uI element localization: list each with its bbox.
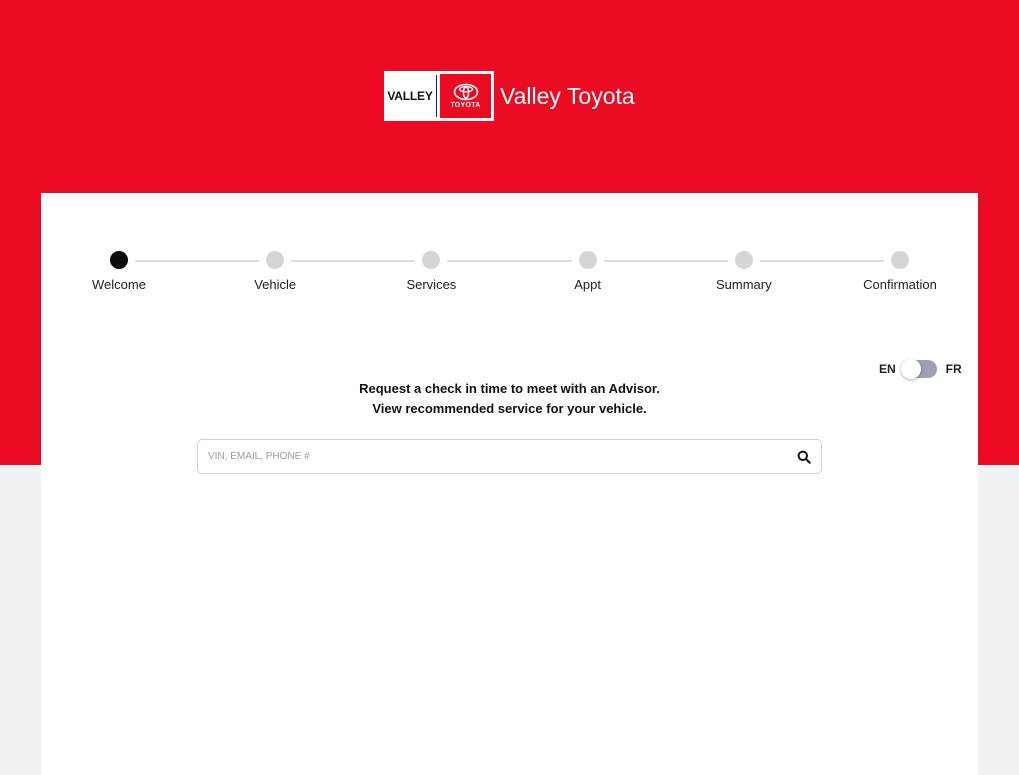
step-dot <box>891 251 909 269</box>
logo-toyota-mark <box>440 74 491 118</box>
step-appt[interactable] <box>528 251 648 292</box>
step-label: Confirmation <box>863 277 937 292</box>
dealer-logo[interactable] <box>384 71 494 121</box>
brand <box>384 71 635 121</box>
language-switch-knob <box>901 359 921 379</box>
step-welcome[interactable] <box>59 251 179 292</box>
step-label: Services <box>406 277 457 292</box>
step-dot <box>266 251 284 269</box>
step-label: Welcome <box>92 277 146 292</box>
logo-toyota-text: TOYOTA <box>450 102 481 109</box>
toyota-emblem-icon <box>453 83 479 101</box>
step-label: Appt <box>574 277 601 292</box>
progress-stepper <box>41 193 978 303</box>
search-box <box>197 439 822 474</box>
step-vehicle[interactable] <box>215 251 335 292</box>
language-fr-label: FR <box>945 362 962 376</box>
main-card <box>41 193 978 775</box>
logo-valley-text: VALLEY <box>384 75 437 117</box>
step-summary[interactable] <box>684 251 804 292</box>
step-dot <box>579 251 597 269</box>
step-dot <box>735 251 753 269</box>
step-services[interactable] <box>371 251 491 292</box>
step-label: Summary <box>715 277 772 292</box>
step-dot <box>110 251 128 269</box>
step-confirmation[interactable] <box>840 251 960 292</box>
step-dot <box>422 251 440 269</box>
intro-text <box>41 379 978 419</box>
language-en-label: EN <box>879 362 896 376</box>
language-switch[interactable] <box>903 360 937 378</box>
search-icon <box>797 450 811 464</box>
step-label: Vehicle <box>254 277 297 292</box>
intro-line-1: Request a check in time to meet with an Advisor. <box>359 381 660 396</box>
brand-name: Valley Toyota <box>500 82 635 109</box>
language-toggle <box>879 360 962 378</box>
search-button[interactable] <box>793 446 815 468</box>
search-input[interactable] <box>198 440 778 473</box>
intro-line-2: View recommended service for your vehicle. <box>372 401 647 416</box>
